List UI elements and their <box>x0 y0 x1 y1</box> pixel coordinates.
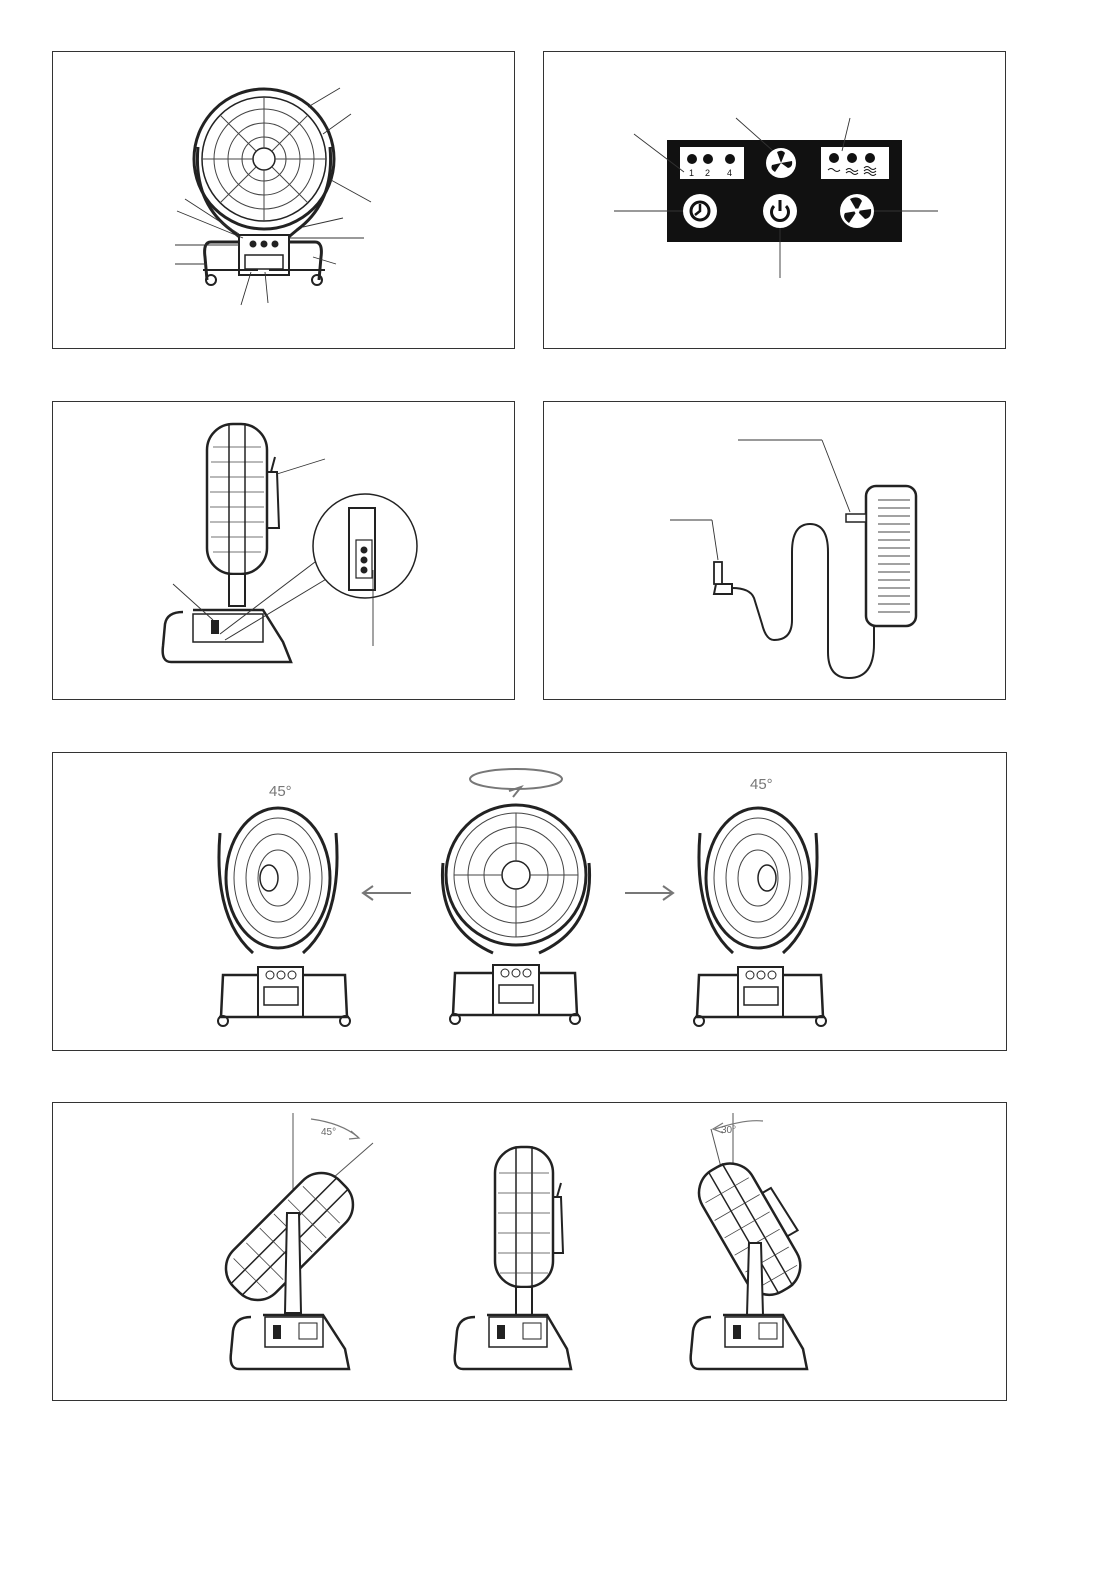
oscillation-right-angle: 45° <box>750 776 773 793</box>
figure-side-view <box>52 401 515 700</box>
side-view-drawing <box>53 402 516 701</box>
figure-tilt <box>52 1102 1007 1401</box>
control-panel-drawing <box>544 52 1007 350</box>
rotation-arrow-icon <box>470 769 562 789</box>
fan-upright <box>455 1147 571 1369</box>
speed-led-2 <box>703 154 713 164</box>
figure-oscillation <box>52 752 1007 1051</box>
speed-level-2-label: 2 <box>705 168 711 178</box>
figure-front-view <box>52 51 515 349</box>
front-view-drawing <box>53 52 516 350</box>
fan-tilt-up <box>215 1113 373 1369</box>
speed-level-1-label: 1 <box>689 168 695 178</box>
fan-left-turned <box>218 808 350 1026</box>
figure-control-panel <box>543 51 1006 349</box>
fan-center <box>442 805 589 1024</box>
oscillation-drawing <box>53 753 1008 1052</box>
tilt-drawing <box>53 1103 1008 1402</box>
tilt-up-angle: 45° <box>321 1127 337 1138</box>
fan-tilt-down <box>690 1113 821 1369</box>
speed-led-4 <box>725 154 735 164</box>
ac-adapter-drawing <box>544 402 1007 701</box>
plug-prong <box>846 514 866 522</box>
figure-ac-adapter <box>543 401 1006 700</box>
speed-led-1 <box>687 154 697 164</box>
speed-level-4-label: 4 <box>727 168 733 178</box>
fan-right-turned <box>694 808 826 1026</box>
tilt-down-angle: 30° <box>721 1125 737 1136</box>
dc-plug <box>714 584 732 594</box>
oscillation-left-angle: 45° <box>269 783 292 800</box>
